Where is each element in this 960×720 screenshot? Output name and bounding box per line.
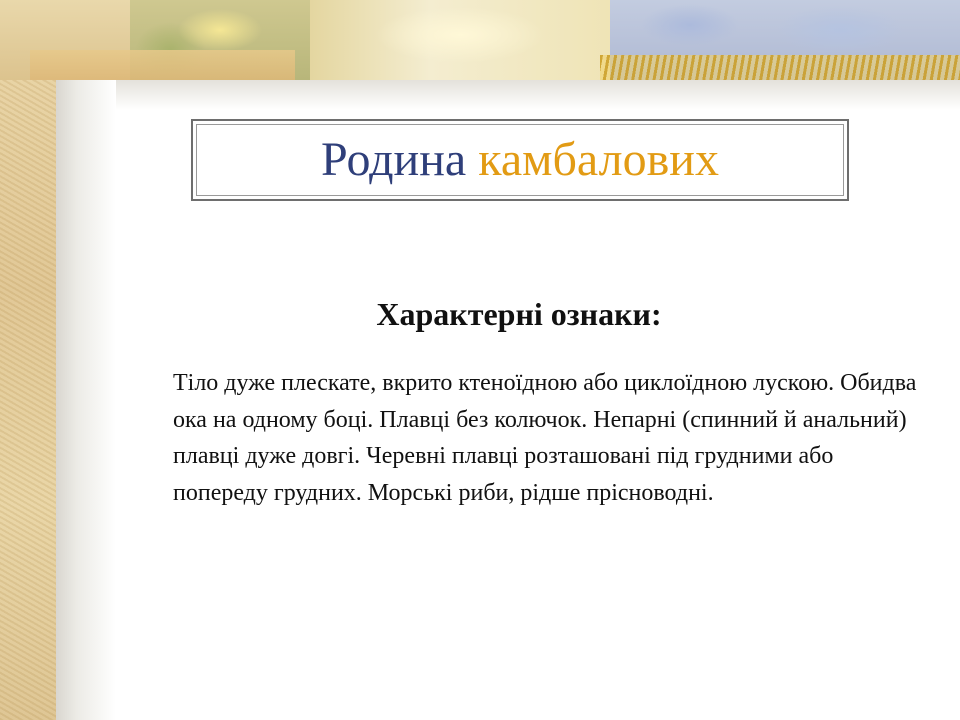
decorative-left-band <box>0 0 56 720</box>
subheading: Характерні ознаки: <box>376 296 662 332</box>
title-word-family: Родина <box>321 133 467 186</box>
banner-shadow <box>56 80 960 110</box>
slide-title <box>321 133 719 186</box>
decorative-top-banner <box>0 0 960 80</box>
banner-segment <box>310 0 610 80</box>
left-shadow <box>56 80 116 720</box>
banner-stripe <box>30 50 295 80</box>
title-frame <box>191 119 849 201</box>
title-word-flounders: камбалових <box>478 133 719 186</box>
body-paragraph: Тіло дуже плескате, вкрито ктеноїдною або циклоїдною лускою. Обидва ока на одному боці. Плавці без колючок. Непарні (спинний й анальний) плавці дуже довгі. Черевні плавці розташовані під грудними або попереду грудних. Морські риби, рідше прісноводні. <box>173 370 917 506</box>
banner-gold-texture <box>600 55 960 80</box>
